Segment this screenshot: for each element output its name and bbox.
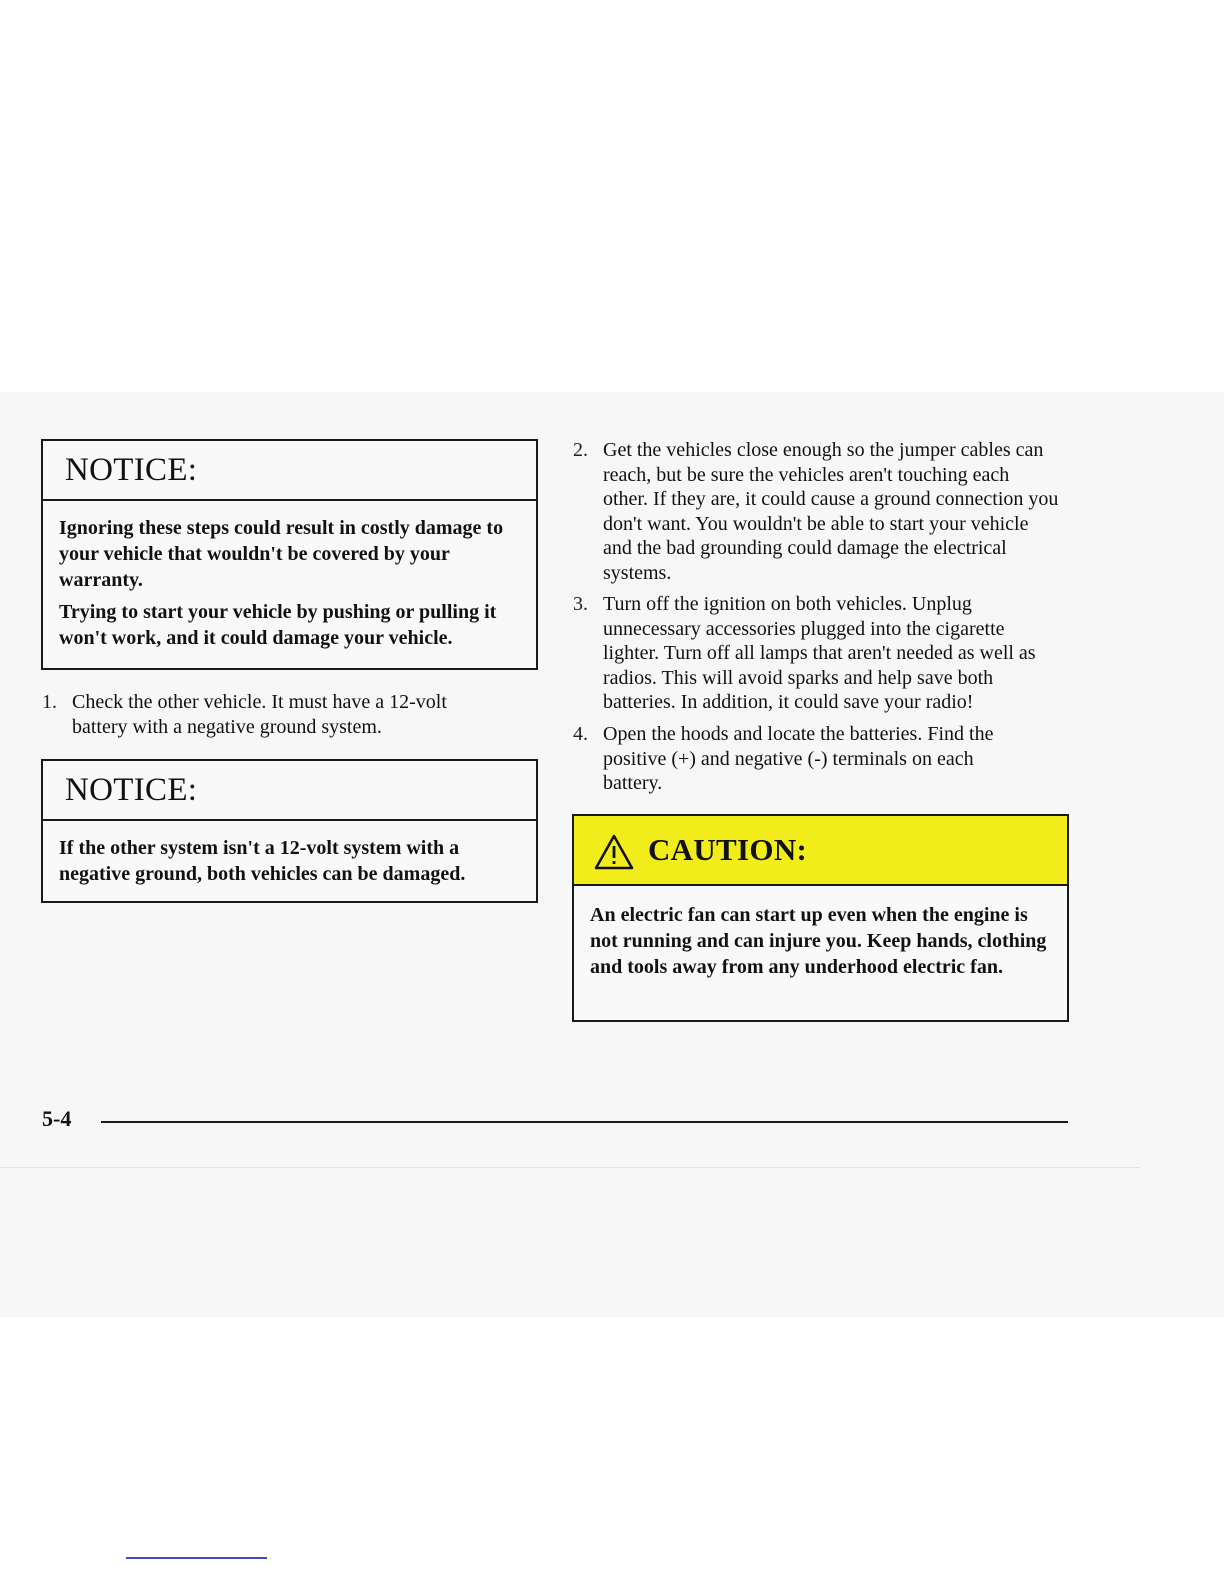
list-item-step-1 <box>42 690 502 739</box>
notice-title: NOTICE: <box>43 761 536 821</box>
caution-body <box>574 886 1067 980</box>
notice-box-12-volt <box>41 759 538 903</box>
caution-header <box>574 816 1067 886</box>
step-text: Open the hoods and locate the batteries. Find the positive (+) and negative (-) terminals on each battery. <box>603 723 994 794</box>
caution-paragraph: An electric fan can start up even when the engine is not running and can injure you. Keep hands, clothing and tools away from any underhood electric fan. <box>590 904 1047 978</box>
notice-paragraph: Trying to start your vehicle by pushing or pulling it won't work, and it could damage your vehicle. <box>59 601 497 649</box>
scan-edge-line <box>0 1167 1140 1168</box>
notice-paragraph: If the other system isn't a 12-volt system with a negative ground, both vehicles can be damaged. <box>59 837 466 885</box>
caution-box-electric-fan <box>572 814 1069 1022</box>
step-number: 2. <box>573 439 588 461</box>
step-text: Get the vehicles close enough so the jumper cables can reach, but be sure the vehicles aren't touching each other. If they are, it could cause a ground connection you don't want. You wouldn't be able to start your vehicle and the bad grounding could damage the electrical systems. <box>603 439 1059 584</box>
list-item-step-4 <box>573 722 1003 796</box>
warning-triangle-icon <box>594 834 634 870</box>
step-number: 4. <box>573 723 588 745</box>
step-number: 3. <box>573 593 588 615</box>
step-number: 1. <box>42 691 57 713</box>
footer-divider <box>101 1121 1068 1123</box>
notice-body <box>43 821 536 887</box>
notice-box-costly-damage <box>41 439 538 670</box>
notice-body <box>43 501 536 651</box>
step-text: Turn off the ignition on both vehicles. Unplug unnecessary accessories plugged into the cigarette lighter. Turn off all lamps that aren't needed as well as radios. This will avoid sparks and help save both batteries. In addition, it could save your radio! <box>603 593 1036 713</box>
step-text: Check the other vehicle. It must have a 12-volt battery with a negative ground system. <box>72 691 447 738</box>
list-item-step-2 <box>573 438 1059 585</box>
notice-title: NOTICE: <box>43 441 536 501</box>
notice-paragraph: Ignoring these steps could result in costly damage to your vehicle that wouldn't be covered by your warranty. <box>59 517 504 591</box>
caution-title: CAUTION: <box>648 832 808 867</box>
list-item-step-3 <box>573 592 1059 715</box>
page-number: 5-4 <box>42 1106 72 1131</box>
link-underline <box>126 1557 267 1559</box>
